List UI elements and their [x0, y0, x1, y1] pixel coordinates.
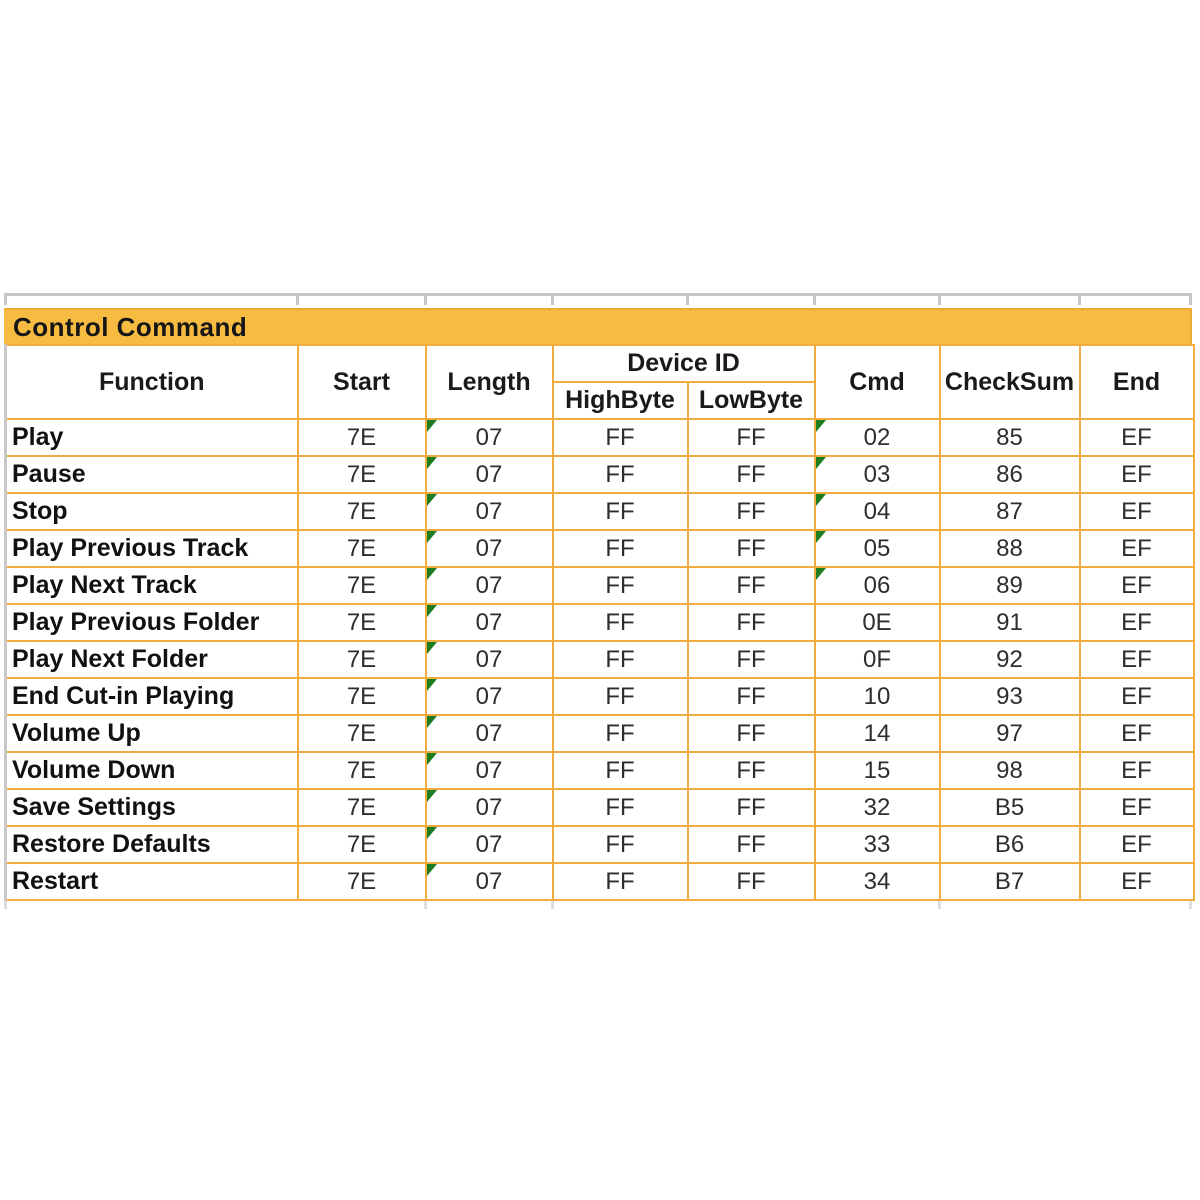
cell-start: 7E [298, 789, 426, 826]
gridline-tick [424, 901, 427, 909]
cell-start: 7E [298, 826, 426, 863]
gridline-tick [551, 901, 554, 909]
cell-length: 07 [426, 715, 553, 752]
cell-checksum: 89 [940, 567, 1080, 604]
gridline-tick [551, 296, 554, 305]
stored-as-text-indicator-icon [427, 679, 437, 691]
cell-lowbyte: FF [688, 715, 815, 752]
clipped-row-above [4, 293, 1192, 308]
stored-as-text-indicator-icon [427, 568, 437, 580]
cell-start: 7E [298, 530, 426, 567]
control-command-table-region [4, 293, 1192, 911]
cell-cmd: 0E [815, 604, 940, 641]
cell-lowbyte: FF [688, 826, 815, 863]
table-title: Control Command [13, 311, 248, 342]
cell-lowbyte: FF [688, 604, 815, 641]
header-length: Length [426, 345, 553, 419]
header-checksum: CheckSum [940, 345, 1080, 419]
cell-highbyte: FF [553, 715, 688, 752]
gridline-tick [686, 296, 689, 305]
stored-as-text-indicator-icon [816, 457, 826, 469]
cell-length: 07 [426, 567, 553, 604]
cell-function: Play Previous Folder [6, 604, 298, 641]
header-end: End [1080, 345, 1194, 419]
cell-function: Restore Defaults [6, 826, 298, 863]
stored-as-text-indicator-icon [427, 753, 437, 765]
cell-end: EF [1080, 715, 1194, 752]
cell-end: EF [1080, 567, 1194, 604]
cell-cmd: 10 [815, 678, 940, 715]
gridline-tick [1078, 296, 1081, 305]
cell-checksum: B5 [940, 789, 1080, 826]
cell-length: 07 [426, 678, 553, 715]
table-row-play [6, 419, 1194, 456]
cell-end: EF [1080, 419, 1194, 456]
cell-start: 7E [298, 493, 426, 530]
table-row-stop [6, 493, 1194, 530]
cell-function: Volume Up [6, 715, 298, 752]
cell-length: 07 [426, 456, 553, 493]
table-row-play-previous-folder [6, 604, 1194, 641]
gridline-tick [938, 901, 941, 909]
cell-lowbyte: FF [688, 678, 815, 715]
gridline-tick [4, 901, 7, 909]
gridline-tick [938, 296, 941, 305]
stored-as-text-indicator-icon [427, 531, 437, 543]
cell-end: EF [1080, 789, 1194, 826]
cell-highbyte: FF [553, 567, 688, 604]
cell-function: Play Next Folder [6, 641, 298, 678]
table-title-bar [4, 308, 1192, 344]
cell-length: 07 [426, 789, 553, 826]
gridline-tick [424, 296, 427, 305]
cell-end: EF [1080, 530, 1194, 567]
stored-as-text-indicator-icon [427, 642, 437, 654]
clipped-row-below [4, 901, 1192, 911]
cell-cmd: 34 [815, 863, 940, 900]
gridline-tick [813, 296, 816, 305]
cell-checksum: 88 [940, 530, 1080, 567]
cell-length: 07 [426, 604, 553, 641]
cell-checksum: 87 [940, 493, 1080, 530]
cell-lowbyte: FF [688, 567, 815, 604]
header-device-id: Device ID [553, 345, 815, 382]
cell-cmd: 15 [815, 752, 940, 789]
cell-cmd: 06 [815, 567, 940, 604]
table-row-play-next-folder [6, 641, 1194, 678]
cell-length: 07 [426, 419, 553, 456]
cell-function: Play Previous Track [6, 530, 298, 567]
cell-length: 07 [426, 641, 553, 678]
cell-lowbyte: FF [688, 789, 815, 826]
cell-highbyte: FF [553, 752, 688, 789]
gridline-tick [1189, 901, 1192, 909]
gridline-tick [4, 296, 7, 305]
cell-length: 07 [426, 826, 553, 863]
cell-highbyte: FF [553, 826, 688, 863]
header-row-1 [6, 345, 1194, 382]
cell-checksum: 97 [940, 715, 1080, 752]
cell-highbyte: FF [553, 641, 688, 678]
stored-as-text-indicator-icon [427, 716, 437, 728]
cell-checksum: 86 [940, 456, 1080, 493]
stored-as-text-indicator-icon [427, 494, 437, 506]
table-row-pause [6, 456, 1194, 493]
cell-start: 7E [298, 419, 426, 456]
cell-lowbyte: FF [688, 456, 815, 493]
cell-length: 07 [426, 530, 553, 567]
cell-start: 7E [298, 715, 426, 752]
gridline-tick [296, 296, 299, 305]
cell-end: EF [1080, 493, 1194, 530]
stored-as-text-indicator-icon [816, 531, 826, 543]
cell-function: Volume Down [6, 752, 298, 789]
cell-length: 07 [426, 752, 553, 789]
header-highbyte: HighByte [553, 382, 688, 419]
header-start: Start [298, 345, 426, 419]
cell-cmd: 03 [815, 456, 940, 493]
cell-end: EF [1080, 752, 1194, 789]
cell-lowbyte: FF [688, 419, 815, 456]
stored-as-text-indicator-icon [816, 494, 826, 506]
cell-end: EF [1080, 863, 1194, 900]
cell-function: Restart [6, 863, 298, 900]
cell-highbyte: FF [553, 863, 688, 900]
cell-end: EF [1080, 604, 1194, 641]
cell-lowbyte: FF [688, 863, 815, 900]
cell-lowbyte: FF [688, 530, 815, 567]
table-row-save-settings [6, 789, 1194, 826]
stored-as-text-indicator-icon [816, 420, 826, 432]
cell-highbyte: FF [553, 493, 688, 530]
cell-cmd: 0F [815, 641, 940, 678]
table-row-volume-down [6, 752, 1194, 789]
cell-lowbyte: FF [688, 641, 815, 678]
stored-as-text-indicator-icon [816, 568, 826, 580]
cell-start: 7E [298, 604, 426, 641]
cell-start: 7E [298, 752, 426, 789]
cell-start: 7E [298, 456, 426, 493]
cell-start: 7E [298, 641, 426, 678]
table-row-restore-defaults [6, 826, 1194, 863]
cell-cmd: 05 [815, 530, 940, 567]
cell-start: 7E [298, 863, 426, 900]
cell-checksum: 98 [940, 752, 1080, 789]
cell-function: Pause [6, 456, 298, 493]
cell-end: EF [1080, 826, 1194, 863]
cell-start: 7E [298, 678, 426, 715]
cell-highbyte: FF [553, 678, 688, 715]
header-lowbyte: LowByte [688, 382, 815, 419]
cell-checksum: 92 [940, 641, 1080, 678]
cell-length: 07 [426, 493, 553, 530]
cell-cmd: 04 [815, 493, 940, 530]
cell-cmd: 33 [815, 826, 940, 863]
cell-function: Play Next Track [6, 567, 298, 604]
cell-end: EF [1080, 456, 1194, 493]
cell-lowbyte: FF [688, 752, 815, 789]
header-cmd: Cmd [815, 345, 940, 419]
cell-highbyte: FF [553, 419, 688, 456]
cell-function: Stop [6, 493, 298, 530]
cell-function: Play [6, 419, 298, 456]
cell-checksum: B7 [940, 863, 1080, 900]
stored-as-text-indicator-icon [427, 605, 437, 617]
stored-as-text-indicator-icon [427, 790, 437, 802]
stored-as-text-indicator-icon [427, 827, 437, 839]
gridline-tick [1189, 296, 1192, 305]
table-header [6, 345, 1194, 419]
cell-lowbyte: FF [688, 493, 815, 530]
table-row-play-previous-track [6, 530, 1194, 567]
cell-start: 7E [298, 567, 426, 604]
header-function: Function [6, 345, 298, 419]
cell-highbyte: FF [553, 530, 688, 567]
cell-checksum: 93 [940, 678, 1080, 715]
table-row-end-cut-in-playing [6, 678, 1194, 715]
stored-as-text-indicator-icon [427, 457, 437, 469]
table-row-play-next-track [6, 567, 1194, 604]
cell-highbyte: FF [553, 789, 688, 826]
cell-function: End Cut-in Playing [6, 678, 298, 715]
table-row-restart [6, 863, 1194, 900]
cell-checksum: 85 [940, 419, 1080, 456]
cell-end: EF [1080, 641, 1194, 678]
stored-as-text-indicator-icon [427, 420, 437, 432]
cell-function: Save Settings [6, 789, 298, 826]
cell-cmd: 02 [815, 419, 940, 456]
cell-cmd: 32 [815, 789, 940, 826]
cell-checksum: B6 [940, 826, 1080, 863]
cell-end: EF [1080, 678, 1194, 715]
stored-as-text-indicator-icon [427, 864, 437, 876]
cell-length: 07 [426, 863, 553, 900]
table-row-volume-up [6, 715, 1194, 752]
control-command-table [4, 344, 1195, 901]
table-body [6, 419, 1194, 900]
cell-cmd: 14 [815, 715, 940, 752]
cell-highbyte: FF [553, 604, 688, 641]
cell-highbyte: FF [553, 456, 688, 493]
cell-checksum: 91 [940, 604, 1080, 641]
